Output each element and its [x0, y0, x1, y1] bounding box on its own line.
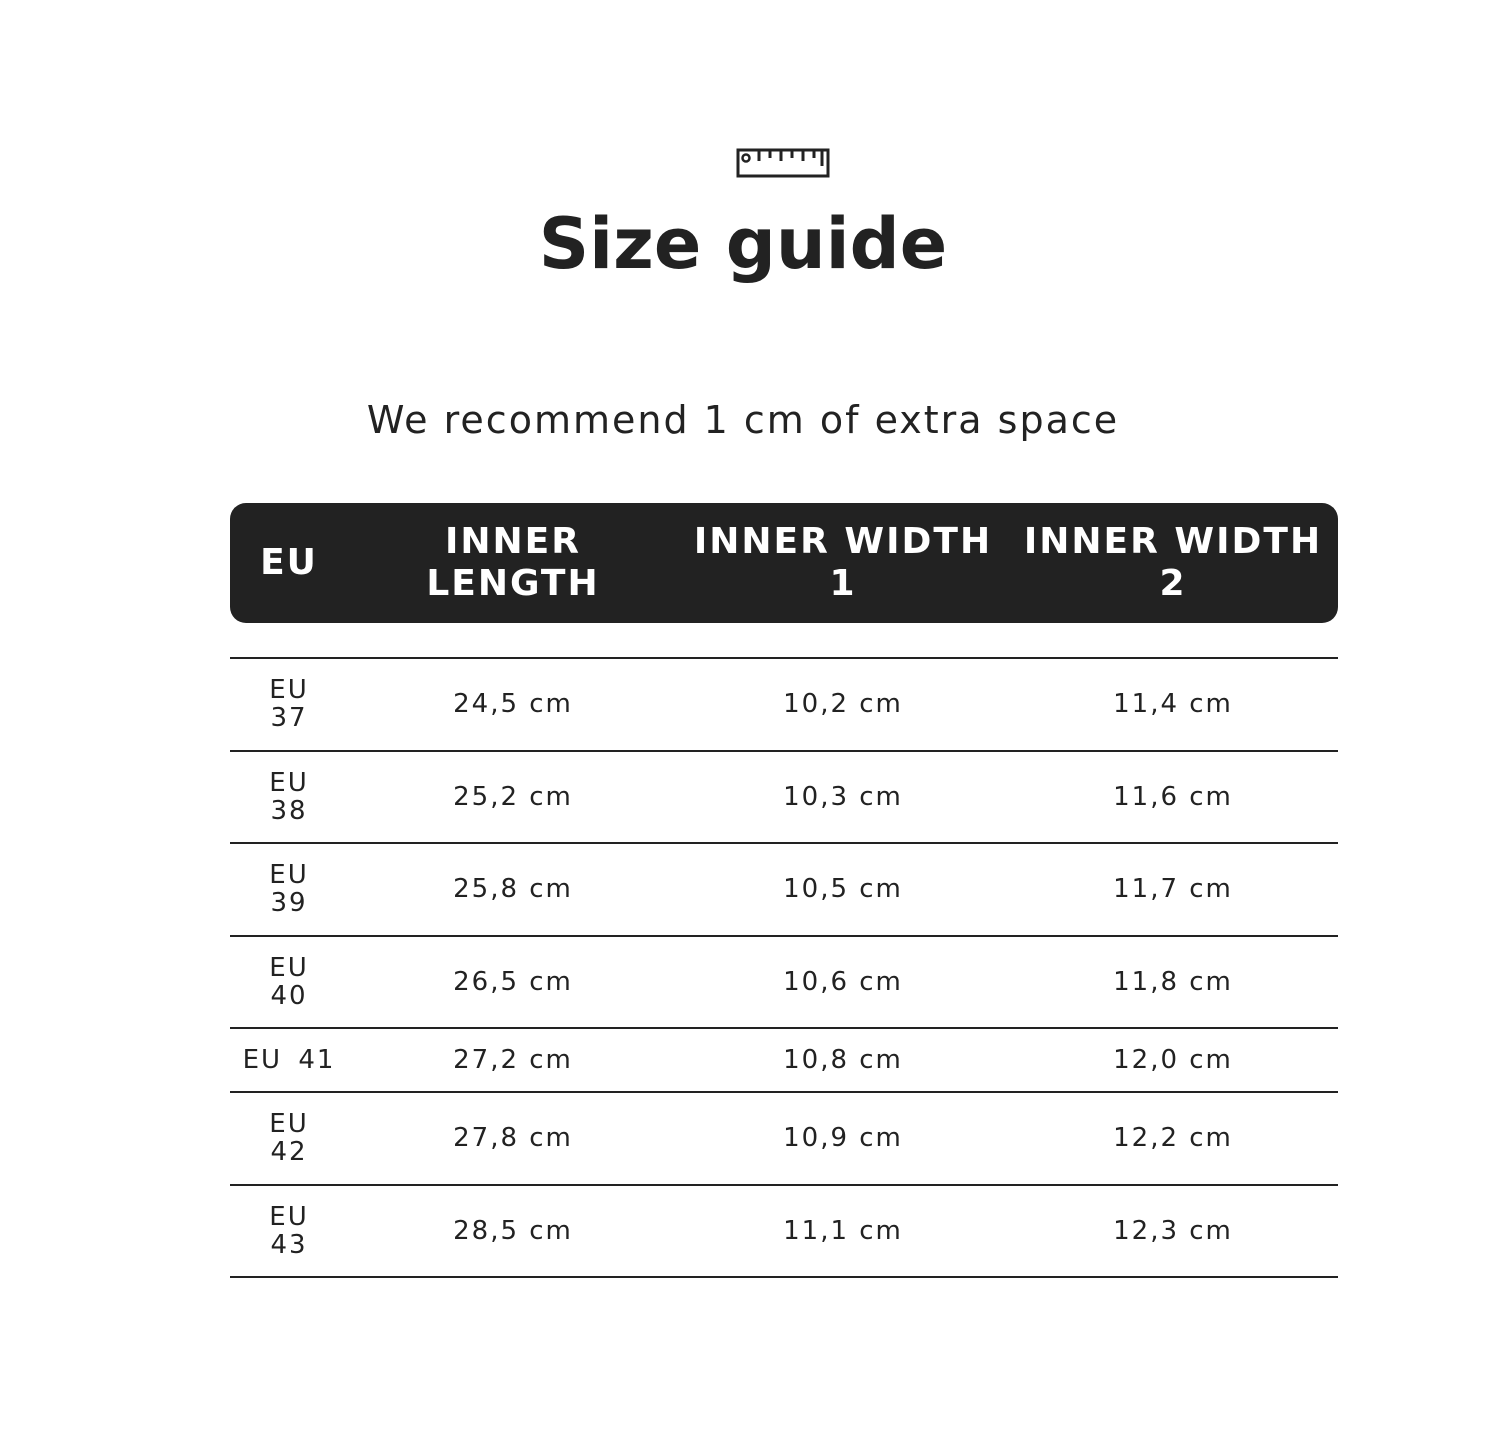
size-cell: EU 39	[269, 860, 309, 919]
inner-width-1-cell: 10,8 cm	[783, 1045, 903, 1075]
inner-width-2-cell: 12,3 cm	[1113, 1215, 1233, 1246]
size-cell: EU 42	[269, 1109, 309, 1168]
inner-length-cell: 25,8 cm	[453, 874, 573, 905]
column-header-inner-width-1: INNER WIDTH 1	[693, 521, 993, 604]
inner-width-2-cell: 11,6 cm	[1113, 781, 1233, 812]
inner-width-1-cell: 10,2 cm	[783, 689, 903, 720]
column-header-inner-length: INNER LENGTH	[426, 521, 600, 604]
inner-width-2-cell: 12,0 cm	[1113, 1045, 1233, 1075]
inner-width-2-cell: 11,8 cm	[1113, 966, 1233, 997]
inner-width-2-cell: 11,7 cm	[1113, 874, 1233, 905]
size-cell: EU 38	[269, 767, 309, 826]
inner-width-2-cell: 12,2 cm	[1113, 1123, 1233, 1154]
size-table-body	[230, 657, 1338, 1278]
inner-width-1-cell: 10,6 cm	[783, 966, 903, 997]
inner-length-cell: 27,2 cm	[453, 1045, 573, 1075]
inner-width-1-cell: 10,5 cm	[783, 874, 903, 905]
size-cell: EU 43	[269, 1201, 309, 1260]
inner-width-1-cell: 11,1 cm	[783, 1215, 903, 1246]
inner-width-1-cell: 10,3 cm	[783, 781, 903, 812]
table-row	[230, 1029, 1338, 1093]
inner-length-cell: 24,5 cm	[453, 689, 573, 720]
table-row	[230, 659, 1338, 752]
ruler-icon	[735, 147, 831, 179]
inner-width-1-cell: 10,9 cm	[783, 1123, 903, 1154]
table-row	[230, 844, 1338, 937]
inner-length-cell: 28,5 cm	[453, 1215, 573, 1246]
inner-length-cell: 27,8 cm	[453, 1123, 573, 1154]
table-row	[230, 752, 1338, 845]
inner-length-cell: 25,2 cm	[453, 781, 573, 812]
recommendation-text: We recommend 1 cm of extra space	[366, 398, 1120, 442]
inner-length-cell: 26,5 cm	[453, 966, 573, 997]
column-header-eu: EU	[260, 542, 318, 583]
size-cell: EU 41	[242, 1045, 336, 1075]
table-row	[230, 1186, 1338, 1279]
column-header-inner-width-2: INNER WIDTH 2	[1023, 521, 1323, 604]
table-row	[230, 1093, 1338, 1186]
page-title: Size guide	[538, 203, 948, 285]
table-row	[230, 937, 1338, 1030]
inner-width-2-cell: 11,4 cm	[1113, 689, 1233, 720]
size-cell: EU 37	[269, 675, 309, 734]
size-table-header	[230, 503, 1338, 623]
size-cell: EU 40	[269, 952, 309, 1011]
